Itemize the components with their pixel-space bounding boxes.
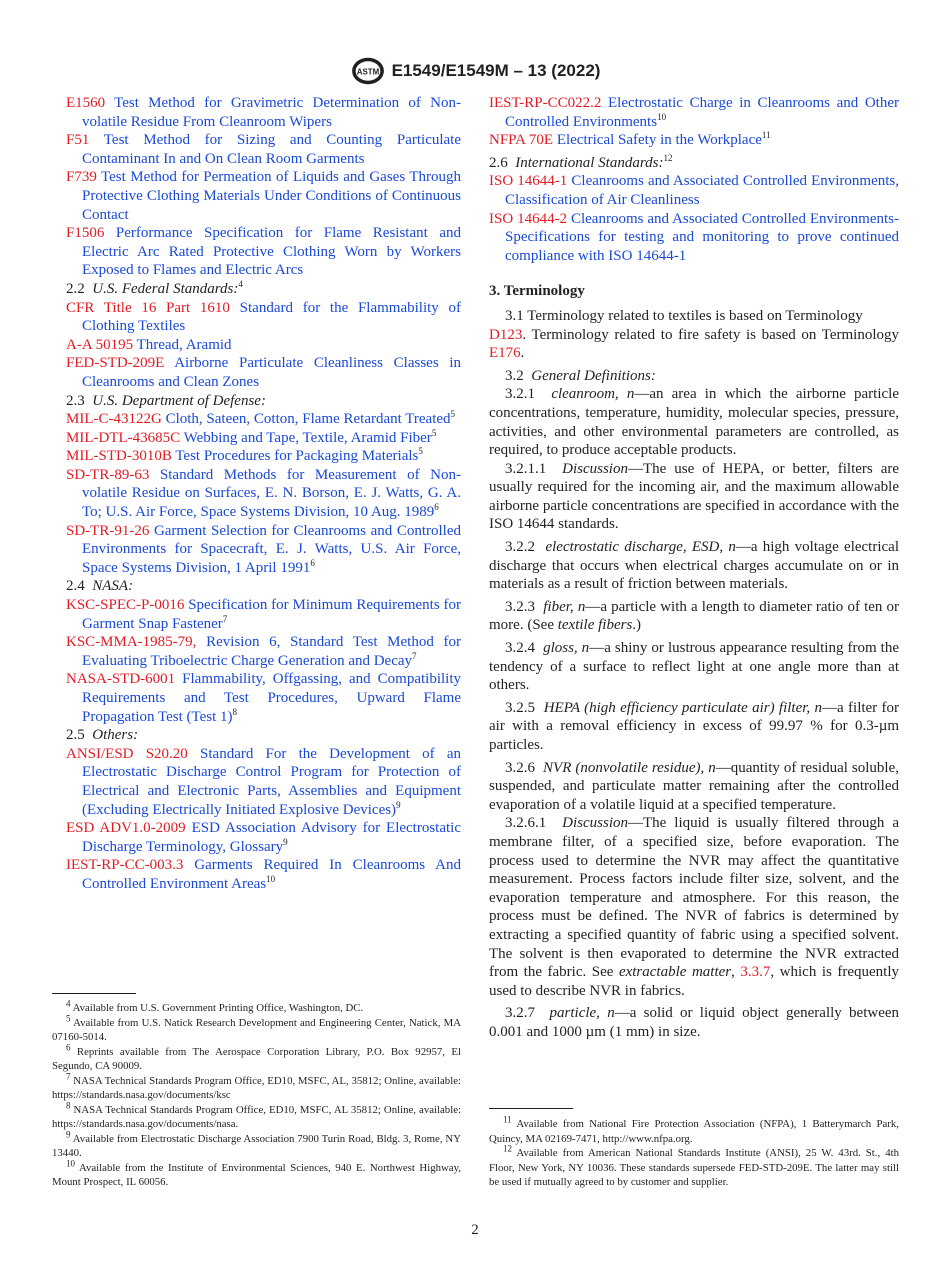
- paragraph-text: .: [520, 345, 525, 362]
- footnote-number: 9: [66, 1128, 71, 1139]
- subsection-label: NASA:: [92, 578, 134, 595]
- reference-code-link[interactable]: E1560: [66, 95, 106, 111]
- footnote-ref[interactable]: 8: [232, 706, 238, 717]
- definition-term: NVR (nonvolatile residue), n: [543, 759, 716, 776]
- reference-code-link[interactable]: MIL-DTL-43685C: [66, 429, 181, 446]
- reference-title-link[interactable]: Standard Methods for Measurement of Non-volatile Residue on Surfaces, E. N. Borson, E. J. Watts, G. A. To; U.S. Air Force, Space Systems Division, 10 Aug. 1989: [82, 466, 462, 521]
- definition-text: —The liquid is usually filtered through a membrane filter, of a specified size, before evaporation. The process used to determine the NVR may affect the quantitative measurement. Process factors include filter size, solvent, and the evaporation temperature and atmosphere. For this reason, the process must be defined. The NVR of fabrics is determined by extracting a specified quantity of fabric using a specified solvent. The solvent is then evaporated to determine the NVR extracted from the fabric. See: [489, 815, 899, 981]
- subsection-2-2: [66, 280, 461, 299]
- subsection-label: U.S. Federal Standards:: [92, 280, 239, 297]
- reference-title-link[interactable]: Specification for Minimum Requirements for Garment Snap Fastener: [82, 597, 461, 632]
- definition-nvr: [489, 759, 899, 815]
- footnote-number: 11: [503, 1114, 512, 1125]
- definition-number: 3.2.4: [505, 640, 535, 657]
- subsection-label: U.S. Department of Defense:: [92, 392, 266, 409]
- reference-list-iso: [489, 172, 899, 265]
- reference-title-link[interactable]: Airborne Particulate Cleanliness Classes in Cleanrooms and Clean Zones: [82, 355, 461, 390]
- reference-title-link[interactable]: Cleanrooms and Associated Controlled Environments-Specifications for testing and monitoring to prove continued compliance with ISO 14644-1: [505, 210, 899, 264]
- footnote-text: Available from U.S. Government Printing Office, Washington, DC.: [72, 1002, 364, 1014]
- reference-title-link[interactable]: Test Method for Sizing and Counting Particulate Contaminant In and On Clean Room Garments: [82, 132, 461, 167]
- reference-code-link[interactable]: IEST-RP-CC-003.3: [66, 857, 184, 874]
- subsection-2-5: [66, 726, 461, 745]
- footnote-divider-left: [52, 993, 136, 994]
- reference-item: [66, 429, 461, 448]
- footnote-number: 12: [503, 1143, 512, 1154]
- footnote-number: 5: [66, 1012, 71, 1023]
- paragraph-text: . Terminology related to fire safety is based on Terminology: [522, 326, 899, 343]
- reference-item: [66, 447, 461, 466]
- definition-text: —quantity of residual soluble, suspended, and particulate matter remaining after the controlled evaporation of a volatile liquid at a specified temperature.: [489, 759, 899, 813]
- footnote-text: Available from U.S. Natick Research Development and Engineering Center, Natick, MA 07160-5014.: [52, 1016, 462, 1043]
- reference-title-link[interactable]: Performance Specification for Flame Resistant and Electric Arc Rated Protective Clothing Worn by Workers Exposed to Flames and Electric Arcs: [82, 225, 462, 279]
- footnote-number: 8: [66, 1099, 71, 1110]
- reference-code-link[interactable]: IEST-RP-CC022.2: [489, 95, 602, 111]
- reference-item: [66, 336, 461, 355]
- reference-title-link[interactable]: Webbing and Tape, Textile, Aramid Fiber: [183, 429, 432, 446]
- footnote-ref[interactable]: 7: [222, 613, 228, 624]
- reference-title-link[interactable]: Electrostatic Charge in Cleanrooms and Other Controlled Environments: [505, 95, 899, 130]
- definition-cleanroom: [489, 385, 899, 459]
- definition-number: 3.2.1.1: [505, 460, 547, 477]
- reference-code-link[interactable]: ESD ADV1.0-2009: [66, 820, 186, 837]
- definition-term: fiber, n: [543, 598, 586, 615]
- discussion-hepa: [489, 460, 899, 534]
- reference-code-link[interactable]: ISO 14644-1: [489, 173, 568, 190]
- reference-list-federal: [66, 299, 461, 392]
- paragraph-number: 3.2: [505, 367, 524, 384]
- cross-reference-link[interactable]: 3.3.7: [740, 964, 771, 981]
- footnotes-left: [52, 998, 462, 1190]
- footnote-ref[interactable]: 4: [238, 278, 243, 289]
- footnote-number: 4: [66, 998, 71, 1009]
- definition-text: —a shiny or lustrous appearance resulting from the tendency of a surface to reflect light at one angle more than at others.: [489, 640, 899, 694]
- footnote-divider-right: [489, 1108, 573, 1109]
- document-designation: E1549/E1549M – 13 (2022): [391, 61, 601, 80]
- footnote-ref[interactable]: 11: [761, 130, 771, 141]
- reference-item: [66, 94, 461, 131]
- reference-title-link[interactable]: Garment Selection for Cleanrooms and Controlled Environments for Spacecraft, E. J. Watts, U.S. Air Force, Space Systems Division, 1 April 1991: [82, 522, 462, 576]
- footnotes-right: [489, 1114, 899, 1190]
- separator-text: ,: [731, 964, 741, 981]
- terminology-link-d123[interactable]: D123: [489, 326, 523, 343]
- left-column: [66, 94, 461, 894]
- discussion-nvr: [489, 814, 899, 1000]
- reference-code-link[interactable]: SD-TR-89-63: [66, 466, 150, 483]
- definition-gloss: [489, 639, 899, 695]
- footnote: [489, 1143, 899, 1190]
- reference-item: [489, 94, 899, 131]
- paragraph-text: 3.1 Terminology related to textiles is based on Terminology: [505, 307, 863, 324]
- right-column: [489, 94, 899, 1042]
- reference-item: [66, 168, 461, 224]
- reference-title-link[interactable]: Electrical Safety in the Workplace: [556, 132, 762, 149]
- footnote: [52, 1157, 461, 1190]
- reference-item: [66, 745, 461, 819]
- subsection-number: 2.3: [66, 392, 85, 409]
- page-header: [0, 56, 950, 86]
- definition-number: 3.2.2: [505, 539, 535, 556]
- footnote-ref[interactable]: 5: [431, 427, 437, 438]
- definition-number: 3.2.7: [505, 1005, 535, 1022]
- footnote-ref[interactable]: 5: [450, 409, 456, 420]
- reference-item: [66, 670, 461, 726]
- footnote-ref[interactable]: 6: [310, 557, 315, 568]
- definition-text-end: , which is frequently used to describe NVR in fabrics.: [489, 964, 900, 999]
- reference-item: [489, 210, 899, 266]
- footnote-ref[interactable]: 10: [266, 873, 276, 884]
- reference-code-link[interactable]: SD-TR-91-26: [66, 522, 150, 539]
- paragraph-3-2: [489, 367, 899, 386]
- subsection-number: 2.6: [489, 154, 508, 171]
- footnote-ref[interactable]: 9: [396, 799, 401, 810]
- footnote: [489, 1114, 899, 1146]
- reference-title-link[interactable]: Revision 6, Standard Test Method for Evaluating Triboelectric Charge Generation and Decay: [82, 634, 461, 669]
- reference-code-link[interactable]: NASA-STD-6001: [66, 671, 176, 688]
- reference-item: [489, 131, 899, 150]
- reference-title-link[interactable]: Test Method for Permeation of Liquids and Gases Through Protective Clothing Materials Under Conditions of Continuous Contact: [82, 169, 461, 223]
- see-term: textile fibers: [557, 617, 633, 634]
- definition-term: HEPA (high efficiency particulate air) filter, n: [543, 699, 823, 716]
- definition-number: 3.2.6.1: [505, 815, 547, 832]
- footnote-text: Available from Electrostatic Discharge Association 7900 Turin Road, Bldg. 3, Rome, NY 13440.: [52, 1132, 461, 1159]
- footnote-ref[interactable]: 5: [418, 446, 423, 457]
- reference-title-link[interactable]: Flammability, Offgassing, and Compatibility Requirements and Test Procedures, Upward Flame Propagation Test (Test 1): [82, 671, 461, 725]
- definition-text: —a high voltage electrical discharge that occurs when electrical charges accumulate on or in materials as a result of friction between materials.: [489, 539, 899, 593]
- reference-code-link[interactable]: KSC-SPEC-P-0016: [66, 597, 185, 614]
- footnote: [52, 1128, 461, 1161]
- definition-number: 3.2.5: [505, 699, 535, 716]
- definition-hepa-filter: [489, 699, 899, 755]
- reference-title-link[interactable]: Standard for the Flammability of Clothing Textiles: [82, 299, 461, 335]
- reference-code-link[interactable]: F1506: [66, 225, 105, 242]
- reference-list-iest-nfpa: [489, 94, 899, 150]
- reference-title-link[interactable]: Standard For the Development of an Electrostatic Discharge Control Program for Protection of Electrical and Electronic Parts, Assemblies and Equipment (Excluding Electrically Initiated Explosive Devices): [82, 745, 462, 818]
- definition-particle: [489, 1004, 899, 1041]
- footnote-number: 7: [66, 1070, 71, 1081]
- definition-term: cleanroom, n: [551, 386, 635, 403]
- definition-term: particle, n: [549, 1005, 615, 1022]
- footnote-text: NASA Technical Standards Program Office, ED10, MSFC, AL, 35812; Online, available: https://standards.nasa.gov/documents/ksc: [52, 1074, 461, 1101]
- reference-code-link[interactable]: ISO 14644-2: [489, 210, 568, 227]
- subsection-label: Others:: [92, 727, 139, 744]
- reference-code-link[interactable]: MIL-STD-3010B: [66, 448, 172, 465]
- definition-term: Discussion: [562, 460, 628, 477]
- reference-title-link[interactable]: Cloth, Sateen, Cotton, Flame Retardant Treated: [165, 411, 451, 428]
- footnote-text: Available from the Institute of Environmental Sciences, 940 E. Northwest Highway, Mount Prospect, IL 60056.: [52, 1161, 461, 1188]
- definition-text: —a particle with a length to diameter ratio of ten or more. (See: [489, 598, 900, 634]
- subsection-number: 2.4: [66, 578, 85, 595]
- subsection-2-4: [66, 577, 461, 596]
- reference-item: [66, 856, 461, 893]
- footnote-ref[interactable]: 6: [434, 502, 439, 513]
- footnote-number: 10: [66, 1157, 75, 1168]
- definition-esd: [489, 538, 899, 594]
- definition-term: electrostatic discharge, ESD, n: [545, 539, 736, 556]
- reference-title-link[interactable]: Thread, Aramid: [136, 336, 232, 353]
- footnote: [52, 1041, 461, 1074]
- footnote-ref[interactable]: 10: [657, 111, 667, 122]
- section-heading-terminology: 3. Terminology: [489, 283, 585, 300]
- footnote-text: Available from American National Standards Institute (ANSI), 25 W. 43rd. St., 4th Floor, New York, NY 10036. These standards supersede FED-STD-209E. The latter may still be used if mutually agreed to by customer and supplier.: [489, 1147, 899, 1188]
- definition-term: gloss, n: [543, 640, 590, 657]
- reference-title-link[interactable]: Cleanrooms and Associated Controlled Environments, Classification of Air Cleanliness: [505, 173, 900, 208]
- reference-item: [66, 633, 461, 670]
- reference-code-link[interactable]: ANSI/ESD S20.20: [66, 745, 188, 762]
- subsection-number: 2.2: [66, 280, 85, 297]
- footnote: [52, 998, 461, 1016]
- reference-item: [66, 596, 461, 633]
- reference-code-link[interactable]: KSC-MMA-1985-79,: [66, 634, 197, 651]
- reference-item: [66, 299, 461, 336]
- footnote: [52, 1070, 461, 1103]
- footnote-text: Available from National Fire Protection Association (NFPA), 1 Batterymarch Park, Quincy, MA 02169-7471, http://www.nfpa.org.: [489, 1118, 899, 1145]
- reference-code-link[interactable]: F739: [66, 169, 97, 186]
- paragraph-3-1: [489, 307, 899, 363]
- definition-text: —a filter for air with a removal efficiency in excess of 99.97 % for 0.3-µm particles.: [489, 699, 900, 753]
- footnote-text: Reprints available from The Aerospace Corporation Library, P.O. Box 92957, El Segundo, CA 90009.: [52, 1045, 461, 1072]
- reference-title-link[interactable]: Garments Required In Cleanrooms And Controlled Environment Areas: [82, 857, 462, 892]
- footnote-text: NASA Technical Standards Program Office, ED10, MSFC, AL 35812; Online, available: https://standards.nasa.gov/documents/nasa.: [52, 1103, 461, 1130]
- reference-item: [66, 522, 461, 578]
- astm-logo-icon: [350, 56, 386, 86]
- reference-title-link[interactable]: Test Procedures for Packaging Materials: [175, 448, 419, 465]
- definition-text: —The use of HEPA, or better, filters are usually required for the incoming air, and the maximum allowable airborne particle concentrations are specified in accordance with the ISO 14644 standards.: [489, 460, 900, 533]
- reference-code-link[interactable]: MIL-C-43122G: [66, 411, 162, 428]
- reference-item: [66, 466, 461, 522]
- reference-title-link[interactable]: Test Method for Gravimetric Determination of Non-volatile Residue From Cleanroom Wipers: [82, 95, 462, 130]
- reference-code-link[interactable]: A-A 50195: [66, 336, 134, 353]
- footnote: [52, 1012, 462, 1045]
- reference-list-nasa: [66, 596, 461, 726]
- subsection-label: International Standards:: [515, 154, 664, 171]
- definition-number: 3.2.6: [505, 759, 535, 776]
- subsection-number: 2.5: [66, 727, 85, 744]
- footnote: [52, 1099, 461, 1132]
- subsection-2-6: [489, 154, 899, 173]
- reference-item: [66, 224, 461, 280]
- page-number: 2: [471, 1222, 479, 1238]
- reference-list-others: [66, 745, 461, 894]
- paragraph-label: General Definitions:: [531, 367, 656, 384]
- definition-term: Discussion: [562, 815, 628, 832]
- definition-text: —a solid or liquid object generally between 0.001 and 1000 µm (1 mm) in size.: [489, 1005, 900, 1040]
- reference-item: [66, 354, 461, 391]
- definition-fiber: [489, 598, 899, 635]
- footnote-ref[interactable]: 12: [663, 152, 673, 163]
- reference-item: [66, 410, 461, 429]
- footnote-number: 6: [66, 1041, 71, 1052]
- subsection-2-3: [66, 392, 461, 411]
- terminology-link-e176[interactable]: E176: [489, 345, 521, 362]
- definition-number: 3.2.3: [505, 598, 535, 615]
- definition-text-end: .): [632, 617, 642, 634]
- reference-list-defense: [66, 410, 461, 577]
- footnote-ref[interactable]: 7: [412, 650, 417, 661]
- reference-code-link[interactable]: FED-STD-209E: [66, 355, 165, 372]
- definition-number: 3.2.1: [505, 386, 535, 403]
- reference-title-link[interactable]: ESD Association Advisory for Electrostatic Discharge Terminology, Glossary: [82, 820, 461, 855]
- astm-logo-text: ASTM: [356, 67, 379, 77]
- reference-item: [66, 819, 461, 856]
- reference-item: [489, 172, 899, 209]
- reference-code-link[interactable]: NFPA 70E: [489, 132, 554, 149]
- footnote-ref[interactable]: 9: [283, 836, 288, 847]
- reference-code-link[interactable]: F51: [66, 132, 90, 149]
- see-term: extractable matter: [618, 964, 732, 981]
- reference-list-astm: [66, 94, 461, 280]
- definition-text: —an area in which the airborne particle concentrations, temperature, humidity, molecular species, pressure, activities, and other environmental parameters are controlled, as required, to produce acceptable products.: [489, 386, 899, 459]
- reference-code-link[interactable]: CFR Title 16 Part 1610: [66, 299, 230, 316]
- reference-item: [66, 131, 461, 168]
